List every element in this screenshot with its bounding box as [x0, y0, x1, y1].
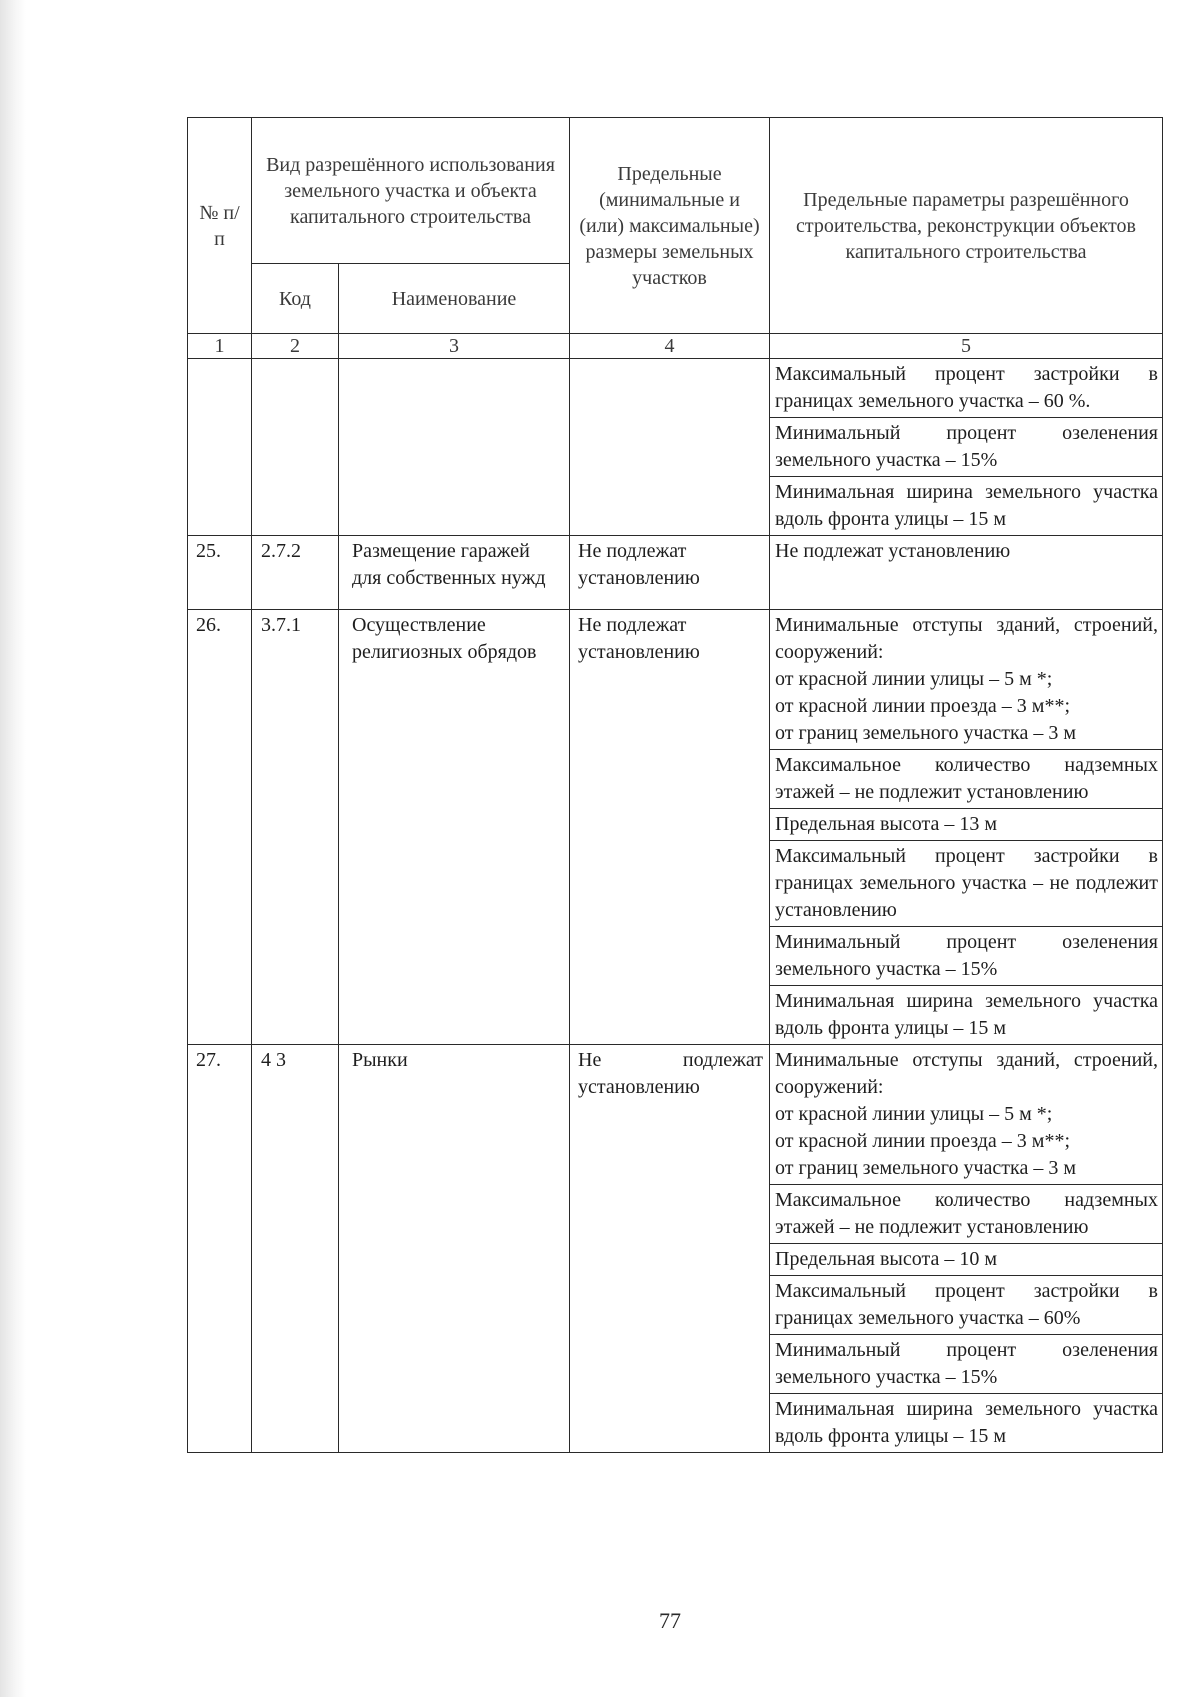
cell-name: Рынки [339, 1045, 570, 1453]
column-number: 1 [188, 334, 252, 359]
cell-code [252, 359, 339, 536]
param-max-floors: Максимальное количество надземных этажей – не подлежит установлению [770, 750, 1163, 809]
param-min-frontage-width: Минимальная ширина земельного участка вдоль фронта улицы – 15 м [770, 1394, 1163, 1453]
param-max-height: Предельная высота – 10 м [770, 1244, 1163, 1276]
param-max-floors: Максимальное количество надземных этажей – не подлежит установлению [770, 1185, 1163, 1244]
header-params: Предельные параметры разрешённого строительства, реконструкции объектов капитального строительства [770, 118, 1163, 334]
table-row-27 [188, 1045, 1163, 1185]
cell-code: 3.7.1 [252, 610, 339, 1045]
param-min-setbacks [770, 1045, 1163, 1185]
header-plot-size: Предельные (минимальные и (или) максимальные) размеры земельных участков [570, 118, 770, 334]
param-min-setbacks [770, 610, 1163, 750]
cell-no: 26. [188, 610, 252, 1045]
scan-edge-shadow [0, 0, 26, 1697]
header-name: Наименование [339, 264, 570, 334]
cell-no [188, 359, 252, 536]
param-min-greening-percent: Минимальный процент озеленения земельного участка – 15% [770, 1335, 1163, 1394]
setbacks-heading: Минимальные отступы зданий, строений, сооружений: [775, 1049, 1158, 1098]
header-no: № п/п [188, 118, 252, 334]
setback-street: от красной линии улицы – 5 м *; [775, 668, 1053, 690]
setback-driveway: от красной линии проезда – 3 м**; [775, 695, 1071, 717]
table-row-continuation [188, 359, 1163, 418]
setback-driveway: от красной линии проезда – 3 м**; [775, 1130, 1071, 1152]
cell-code: 2.7.2 [252, 536, 339, 610]
param-min-frontage-width: Минимальная ширина земельного участка вдоль фронта улицы – 15 м [770, 477, 1163, 536]
header-code: Код [252, 264, 339, 334]
param-max-building-percent: Максимальный процент застройки в границах земельного участка – 60 %. [770, 359, 1163, 418]
column-number: 3 [339, 334, 570, 359]
setback-boundary: от границ земельного участка – 3 м [775, 1157, 1076, 1179]
page-number: 77 [659, 1608, 681, 1633]
cell-name [339, 359, 570, 536]
param-min-greening-percent: Минимальный процент озеленения земельного участка – 15% [770, 927, 1163, 986]
cell-no: 25. [188, 536, 252, 610]
column-number: 5 [770, 334, 1163, 359]
land-use-table [187, 117, 1163, 1453]
setbacks-heading: Минимальные отступы зданий, строений, сооружений: [775, 614, 1158, 663]
table-row-26 [188, 610, 1163, 750]
header-use-type: Вид разрешённого использования земельного участка и объекта капитального строительства [252, 118, 570, 264]
cell-code: 4 3 [252, 1045, 339, 1453]
cell-size: Не подлежат установлению [570, 1045, 770, 1453]
param-max-building-percent: Максимальный процент застройки в границах земельного участка – 60% [770, 1276, 1163, 1335]
param-min-greening-percent: Минимальный процент озеленения земельного участка – 15% [770, 418, 1163, 477]
param-max-building-percent: Максимальный процент застройки в границах земельного участка – не подлежит установлению [770, 841, 1163, 927]
param-not-set: Не подлежат установлению [770, 536, 1163, 610]
column-number-row [188, 334, 1163, 359]
cell-size: Не подлежат установлению [570, 610, 770, 1045]
table-row-25 [188, 536, 1163, 610]
column-number: 2 [252, 334, 339, 359]
cell-size: Не подлежат установлению [570, 536, 770, 610]
setback-street: от красной линии улицы – 5 м *; [775, 1103, 1053, 1125]
header-row [188, 118, 1163, 264]
param-max-height: Предельная высота – 13 м [770, 809, 1163, 841]
cell-no: 27. [188, 1045, 252, 1453]
setback-boundary: от границ земельного участка – 3 м [775, 722, 1076, 744]
param-min-frontage-width: Минимальная ширина земельного участка вдоль фронта улицы – 15 м [770, 986, 1163, 1045]
cell-name: Осуществление религиозных обрядов [339, 610, 570, 1045]
cell-name: Размещение гаражей для собственных нужд [339, 536, 570, 610]
column-number: 4 [570, 334, 770, 359]
cell-size [570, 359, 770, 536]
